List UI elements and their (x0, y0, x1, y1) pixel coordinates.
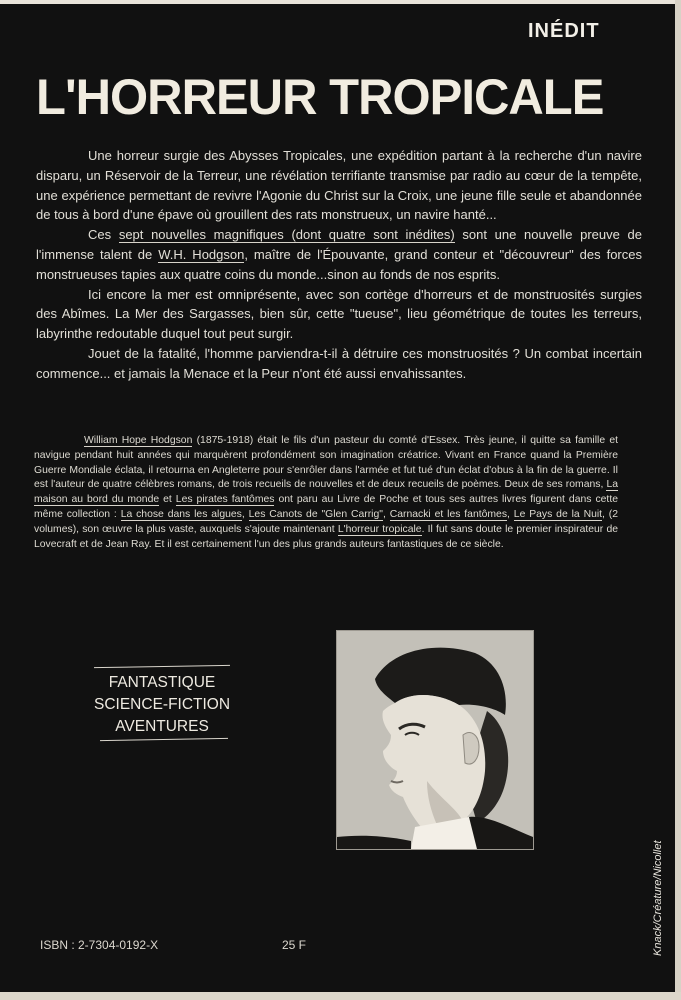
blurb-paragraph-1: Une horreur surgie des Abysses Tropicales, une expédition partant à la recherche d'un navire disparu, un Réservoir de la Terreur, une révélation terrifiante transmise par radio au cœur de la tempête, une expérience permettant de revivre l'Agonie du Christ sur la Croix, une jeune fille seule et abandonnée de tous à bord d'une épave où grouillent des rats monstrueux, un navire hanté... (36, 148, 642, 223)
bio-text: , (507, 508, 514, 520)
blurb-paragraph-4: Jouet de la fatalité, l'homme parviendra-t-il à détruire ces monstruosités ? Un combat incertain commence... et jamais la Menace et la Peur n'ont été aussi envahissantes. (36, 345, 642, 381)
underlined-phrase: sept nouvelles magnifiques (dont quatre sont inédites) (118, 227, 455, 243)
blurb-text: sont une nouvelle preuve de l'immense talent de (36, 227, 643, 262)
bio-text: et (159, 494, 176, 506)
author-portrait-image (337, 631, 533, 849)
price: 25 F (282, 938, 307, 952)
author-name-underlined: W.H. Hodgson (158, 246, 245, 262)
paper-edge-bottom (0, 992, 681, 1000)
genre-science-fiction: SCIENCE-FICTION (94, 696, 231, 713)
bio-book-title: La maison au bord du monde (34, 479, 618, 506)
blurb-text: , maître de l'Épouvante, grand conteur et "découvreur" des forces monstrueuses tapies aux quatre coins du monde...sinon au fonds de nos esprits. (36, 246, 642, 282)
genre-rule-bottom (100, 738, 228, 741)
genre-fantastique: FANTASTIQUE (108, 674, 216, 691)
illustration-credit: Knack/Créature/Nicollet (652, 840, 664, 956)
blurb-text: Ces (88, 227, 119, 243)
bio-text: ont paru au Livre de Poche et tous ses autres livres figurent dans cette même collection : (34, 494, 618, 520)
bio-book-title: Les Canots de "Glen Carrig" (248, 508, 383, 520)
genre-list (94, 672, 230, 738)
blurb-paragraph-3: Ici encore la mer est omniprésente, avec son cortège d'horreurs et de monstruosités surgies des Abîmes. La Mer des Sargasses, bien sûr, cette "tueuse", lieu géométrique de toutes les terreurs, labyrinthe redoutable duquel tout peut surgir. (36, 286, 642, 342)
bio-text: (1875-1918) était le fils d'un pasteur du comté d'Essex. Très jeune, il quitte sa famille et navigue pendant huit années qui marquèrent profondément son imagination créatrice. Vivant en France quand la Première Guerre Mondiale éclata, il retourna en Angleterre pour s'enrôler dans l'armée et fut tué d'un éclat d'obus à la fin de la guerre. Il est l'auteur de quatre célèbres romans, de trois recueils de nouvelles et de deux recueils de poèmes. Deux de ses romans, (34, 435, 618, 491)
author-portrait (336, 630, 534, 850)
bio-author-name: William Hope Hodgson (84, 435, 193, 446)
bio-book-title: Les pirates fantômes (175, 494, 275, 506)
blurb (36, 146, 642, 384)
bio-book-title: L'horreur tropicale (337, 523, 422, 535)
bio-text: , (241, 508, 249, 520)
inedit-badge: INÉDIT (528, 20, 600, 42)
book-title: L'HORREUR TROPICALE (36, 69, 604, 125)
genre-aventures: AVENTURES (115, 718, 209, 735)
genre-rule-top (94, 665, 230, 668)
blurb-paragraph-2 (36, 225, 642, 284)
paper-edge-top (0, 0, 681, 4)
bio-text: . Il fut sans doute le premier inspirateur de Lovecraft et de Jean Ray. Et il est certainement l'un des plus grands auteurs fantastiques de ce siècle. (34, 523, 619, 550)
paper-edge-right (675, 0, 681, 1000)
isbn: ISBN : 2-7304-0192-X (40, 938, 159, 952)
bio-book-title: La chose dans les algues (120, 508, 242, 520)
bio-book-title: Carnacki et les fantômes (389, 508, 508, 520)
bio-book-title: Le Pays de la Nuit (513, 508, 603, 520)
bio-text: , (2 volumes), son œuvre la plus vaste, auxquels s'ajoute maintenant (34, 508, 619, 535)
bio-text: , (382, 508, 390, 520)
author-bio (34, 434, 618, 552)
genre-box (94, 666, 230, 742)
